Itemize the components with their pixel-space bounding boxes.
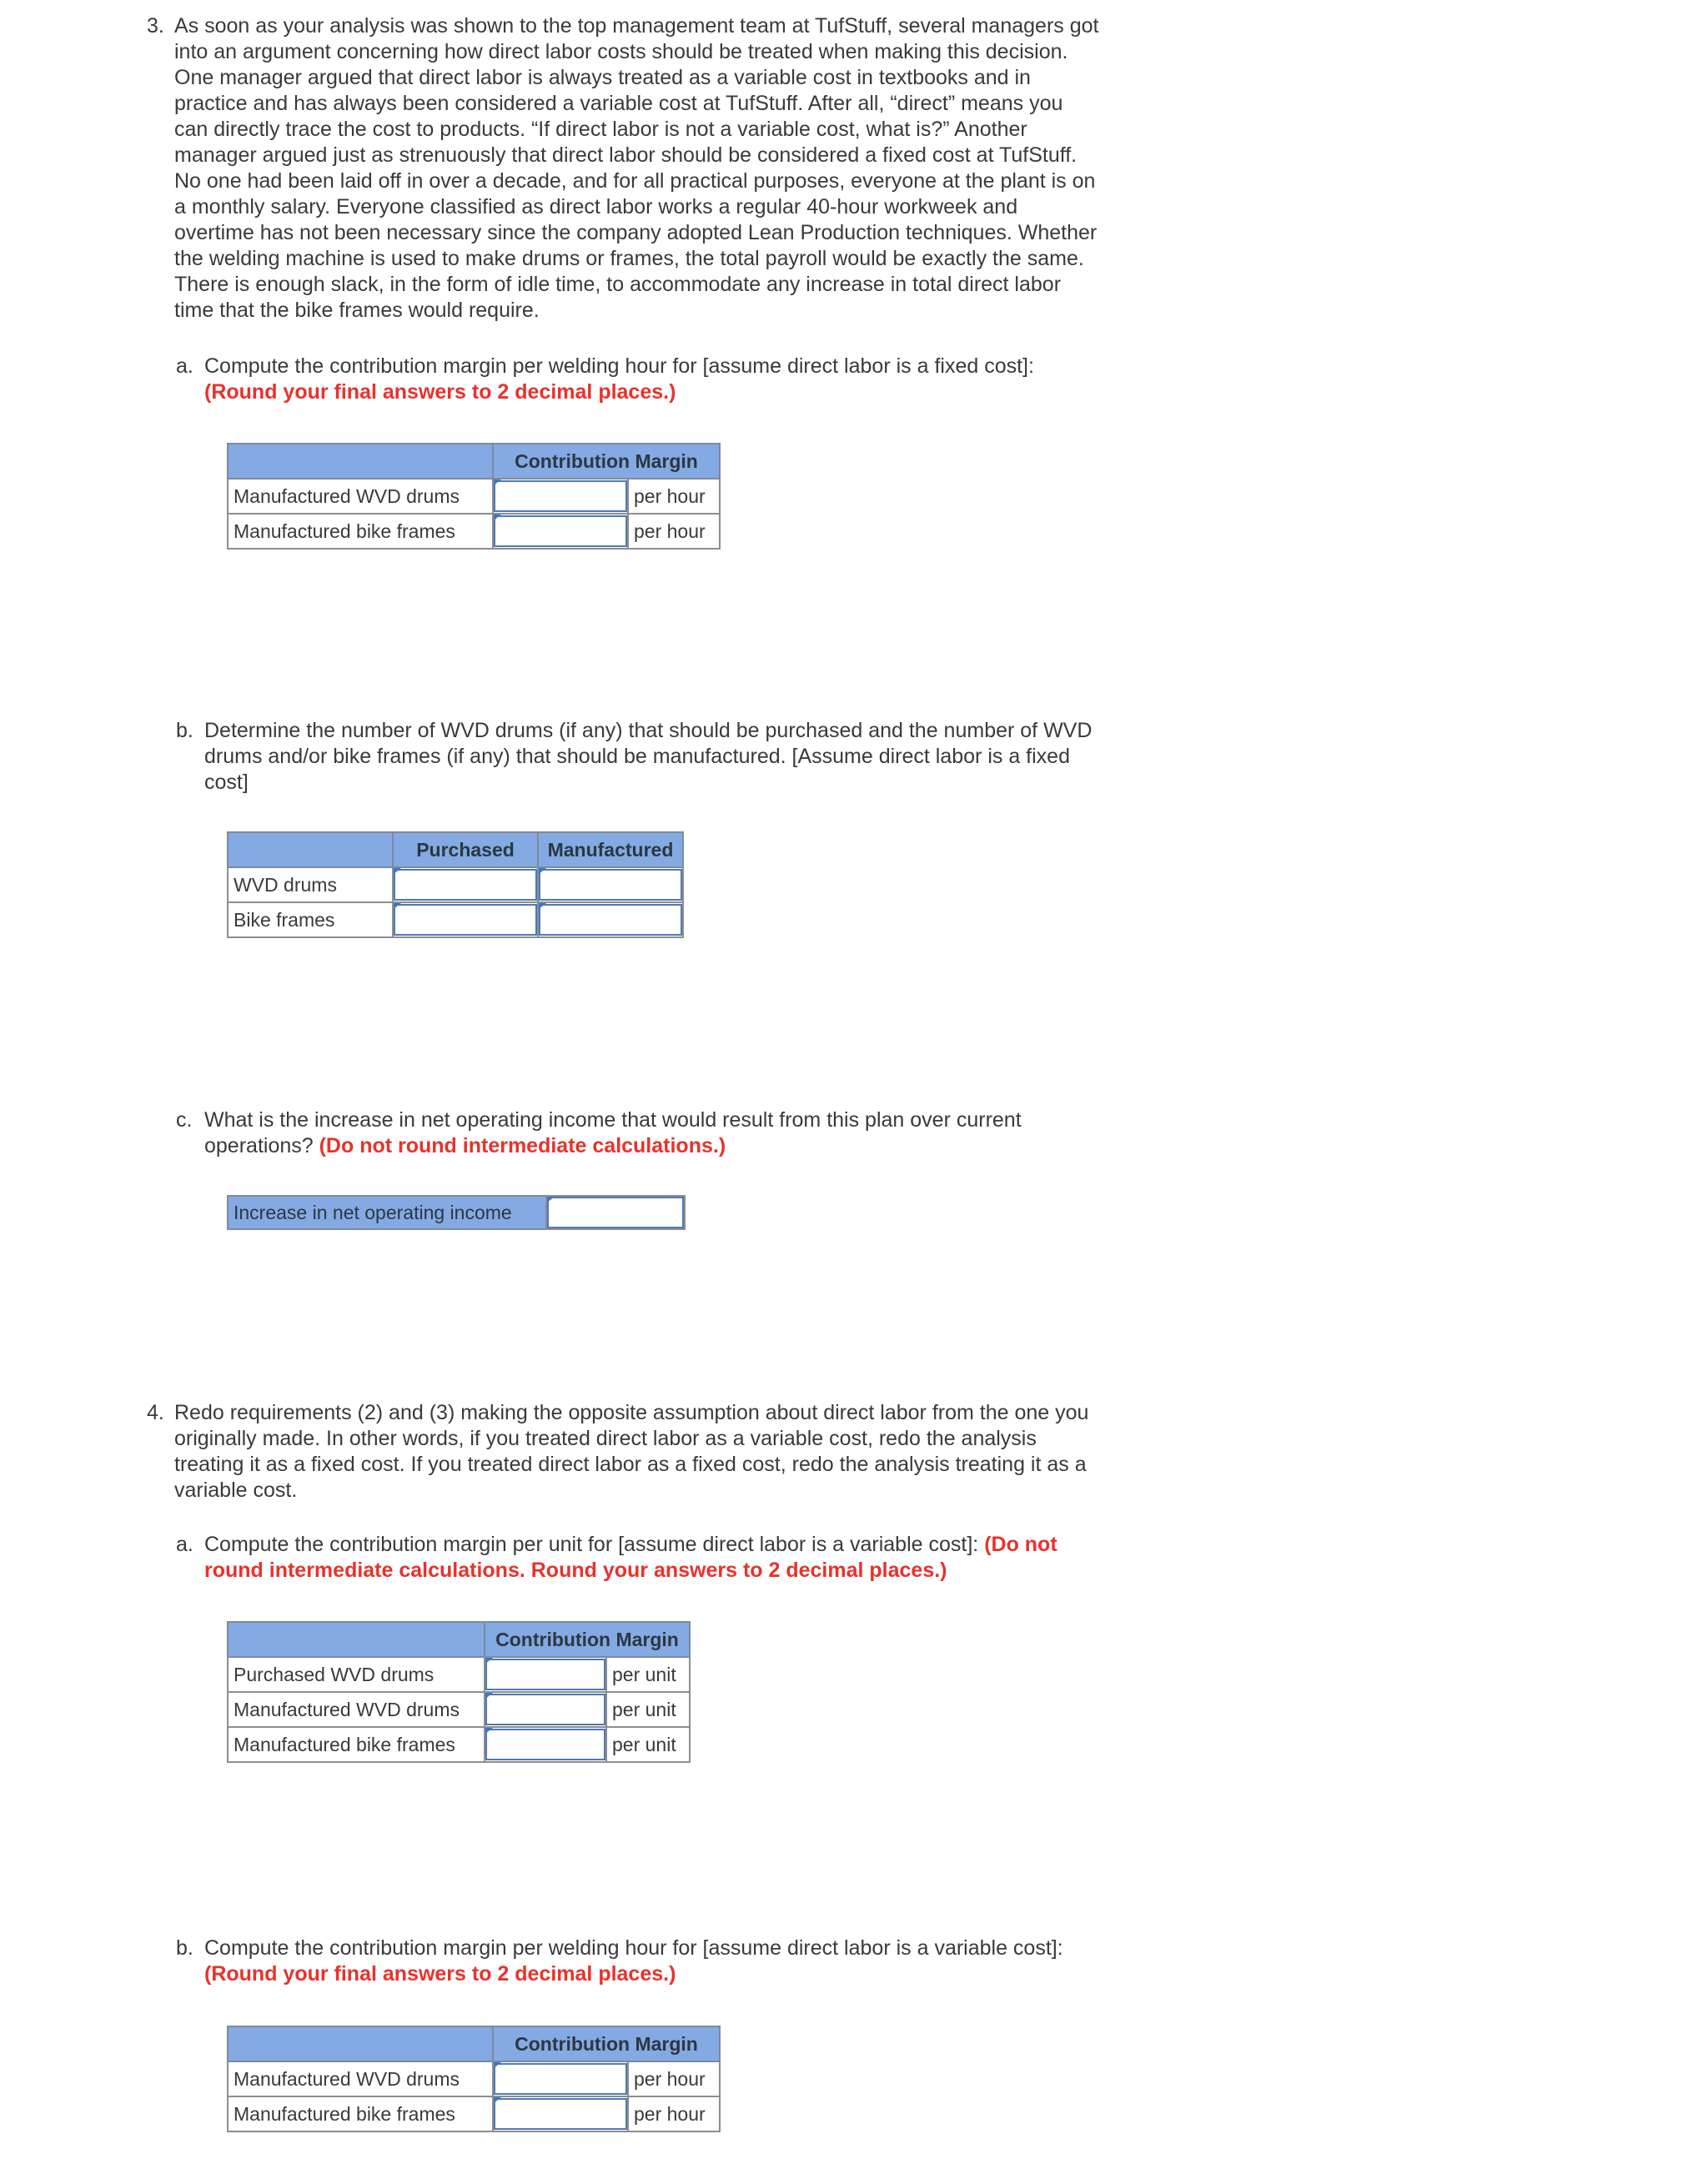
q3a-frames-cm-cell xyxy=(493,514,628,549)
q4b-table xyxy=(227,2026,721,2132)
q4a-row-label: Manufactured WVD drums xyxy=(228,1692,485,1727)
q3b-frames-purchased-input[interactable] xyxy=(394,904,537,936)
q3b-corner xyxy=(228,832,393,867)
q4b-frames-cm-input[interactable] xyxy=(494,2098,627,2130)
q3b-drums-purchased-cell xyxy=(393,867,538,902)
q3b-row-label: WVD drums xyxy=(228,867,393,902)
q3a-drums-cm-cell xyxy=(493,479,628,514)
table-row xyxy=(228,514,720,549)
q3c-increase-box xyxy=(545,1195,686,1230)
q4b-drums-cm-input[interactable] xyxy=(494,2063,627,2095)
table-row xyxy=(228,479,720,514)
q3c-text: What is the increase in net operating income that would result from this plan over current operations? xyxy=(204,1108,1022,1157)
q4a-prompt xyxy=(204,1532,1113,1584)
q3a-row-label: Manufactured bike frames xyxy=(228,514,493,549)
q4b-letter: b. xyxy=(176,1936,193,1960)
q3b-frames-manufactured-cell xyxy=(538,902,683,937)
q3c-prompt xyxy=(204,1107,1097,1159)
q4a-manufactured-drums-cell xyxy=(485,1692,606,1727)
q3b-text: Determine the number of WVD drums (if any) that should be purchased and the number of WVD drums and/or bike frames (if any) that should be manufactured. [Assume direct labor is a fixed cost] xyxy=(204,719,1093,794)
q4a-manufactured-frames-input[interactable] xyxy=(485,1729,605,1760)
q4b-header: Contribution Margin xyxy=(493,2026,720,2061)
q4a-letter: a. xyxy=(176,1533,193,1556)
q4b-row-unit: per hour xyxy=(628,2096,720,2131)
q4b-row-label: Manufactured bike frames xyxy=(228,2096,493,2131)
table-row xyxy=(228,1692,690,1727)
q3a-text: Compute the contribution margin per welding hour for [assume direct labor is a fixed cost]: xyxy=(204,354,1034,378)
q3b-drums-manufactured-input[interactable] xyxy=(539,869,682,901)
q3b-frames-manufactured-input[interactable] xyxy=(539,904,682,936)
q4b-instruction: (Round your final answers to 2 decimal places.) xyxy=(204,1962,676,1986)
q4a-row-unit: per unit xyxy=(606,1727,690,1762)
q4a-table xyxy=(227,1621,691,1763)
question-3-text: As soon as your analysis was shown to the top management team at TufStuff, several managers got into an argument concerning how direct labor costs should be treated when making this decision. One manager argued that direct labor is always treated as a variable cost in textbooks and in practice and has always been considered a variable cost at TufStuff. After all, “direct” means you can directly trace the cost to products. “If direct labor is not a variable cost, what is?” Another manager argued just as strenuously that direct labor should be considered a fixed cost at TufStuff. No one had been laid off in over a decade, and for all practical purposes, everyone at the plant is on a monthly salary. Everyone classified as direct labor works a regular 40-hour workweek and overtime has not been necessary since the company adopted Lean Production techniques. Whether the welding machine is used to make drums or frames, the total payroll would be exactly the same. There is enough slack, in the form of idle time, to accommodate any increase in total direct labor time that the bike frames would require. xyxy=(174,14,1099,322)
q4b-frames-cm-cell xyxy=(493,2096,628,2131)
q4a-row-unit: per unit xyxy=(606,1657,690,1692)
q4a-instruction: (Do not round intermediate calculations. Round your answers to 2 decimal places.) xyxy=(204,1533,1057,1582)
q3c-label: Increase in net operating income xyxy=(227,1195,547,1230)
q4a-row-label: Manufactured bike frames xyxy=(228,1727,485,1762)
question-4-number: 4. xyxy=(147,1401,164,1424)
q4a-row-label: Purchased WVD drums xyxy=(228,1657,485,1692)
q3b-letter: b. xyxy=(176,719,193,742)
q4a-manufactured-drums-input[interactable] xyxy=(485,1694,605,1725)
q3b-table xyxy=(227,831,684,938)
q3b-drums-purchased-input[interactable] xyxy=(394,869,537,901)
q4a-row-unit: per unit xyxy=(606,1692,690,1727)
q4a-purchased-drums-cell xyxy=(485,1657,606,1692)
q3a-header: Contribution Margin xyxy=(493,444,720,479)
q3a-letter: a. xyxy=(176,354,193,378)
table-row xyxy=(228,2096,720,2131)
q3c-instruction: (Do not round intermediate calculations.) xyxy=(319,1134,726,1157)
table-row xyxy=(228,902,683,937)
q4a-manufactured-frames-cell xyxy=(485,1727,606,1762)
q4a-text: Compute the contribution margin per unit for [assume direct labor is a variable cost]: xyxy=(204,1533,979,1556)
q3a-row-label: Manufactured WVD drums xyxy=(228,479,493,514)
q4a-purchased-drums-input[interactable] xyxy=(485,1659,605,1690)
q3a-corner xyxy=(228,444,493,479)
q3c-increase-input[interactable] xyxy=(547,1197,684,1228)
q3a-drums-cm-input[interactable] xyxy=(494,480,627,512)
q4a-corner xyxy=(228,1622,485,1657)
q3a-frames-cm-input[interactable] xyxy=(494,515,627,547)
q3b-drums-manufactured-cell xyxy=(538,867,683,902)
table-row xyxy=(228,867,683,902)
q4b-row-unit: per hour xyxy=(628,2061,720,2096)
table-row xyxy=(228,2061,720,2096)
q4b-prompt xyxy=(204,1936,1130,1987)
q4b-drums-cm-cell xyxy=(493,2061,628,2096)
q4b-row-label: Manufactured WVD drums xyxy=(228,2061,493,2096)
q3b-col-manufactured: Manufactured xyxy=(538,832,683,867)
q3a-table xyxy=(227,443,721,550)
q3a-prompt xyxy=(204,354,1122,405)
q4b-corner xyxy=(228,2026,493,2061)
q3a-row-unit: per hour xyxy=(628,479,720,514)
q4b-text: Compute the contribution margin per welding hour for [assume direct labor is a variable cost]: xyxy=(204,1936,1063,1960)
table-row xyxy=(228,1657,690,1692)
q3a-instruction: (Round your final answers to 2 decimal places.) xyxy=(204,380,676,404)
q3b-col-purchased: Purchased xyxy=(393,832,538,867)
table-row xyxy=(228,1727,690,1762)
q3c-letter: c. xyxy=(176,1108,193,1132)
q3a-row-unit: per hour xyxy=(628,514,720,549)
question-3-number: 3. xyxy=(147,14,164,38)
q3b-frames-purchased-cell xyxy=(393,902,538,937)
question-4-text: Redo requirements (2) and (3) making the opposite assumption about direct labor from the one you originally made. In other words, if you treated direct labor as a variable cost, redo the analysis treating it as a fixed cost. If you treated direct labor as a fixed cost, redo the analysis treating it as a variable cost. xyxy=(174,1401,1089,1502)
q4a-header: Contribution Margin xyxy=(485,1622,690,1657)
q3b-row-label: Bike frames xyxy=(228,902,393,937)
